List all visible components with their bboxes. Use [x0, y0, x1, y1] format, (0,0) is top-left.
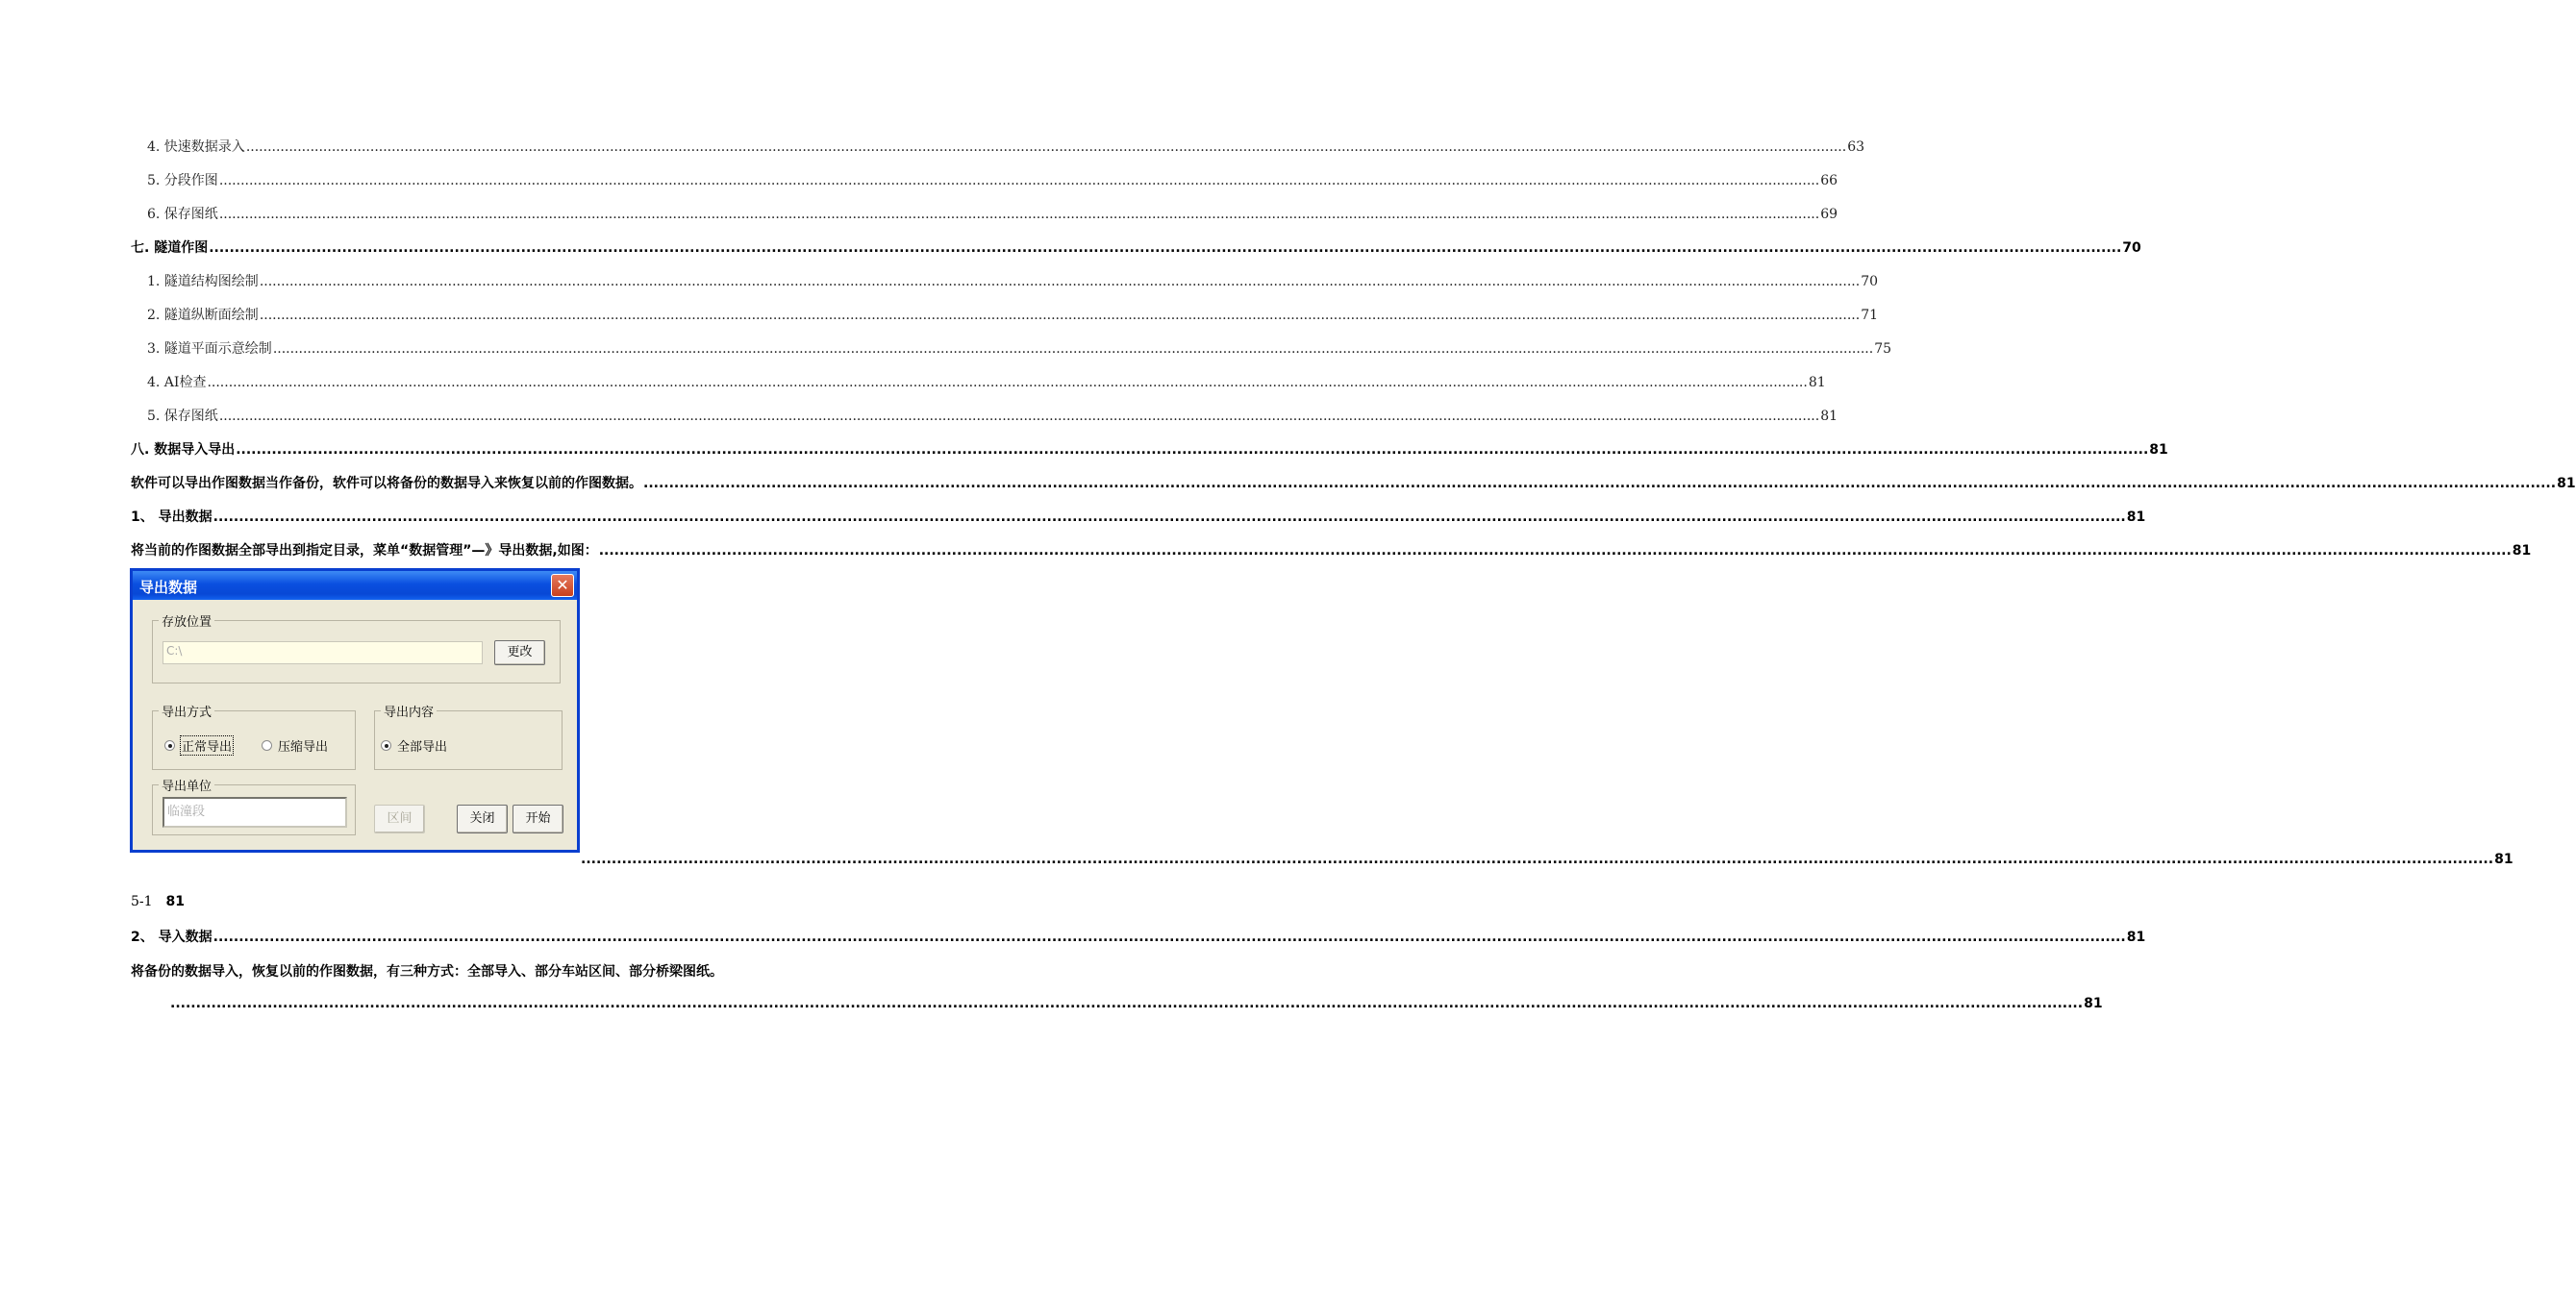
radio-compress-export[interactable] [262, 736, 328, 755]
toc-page: 66 [1820, 173, 1838, 188]
toc-label: 5. 分段作图 [147, 173, 218, 188]
toc-entry [147, 271, 1879, 290]
toc-leader: ...................................................................................................................................................................................................................................................................................................................................................................................... [218, 409, 1820, 424]
toc-leader: ...................................................................................................................................................................................................................................................................................................................................................................................... [259, 308, 1861, 323]
toc-label: 1. 隧道结构图绘制 [147, 274, 259, 289]
toc-label: 将备份的数据导入，恢复以前的作图数据，有三种方式：全部导入、部分车站区间、部分桥梁图纸。 [131, 964, 723, 980]
toc-label: 2、 导入数据 [131, 930, 213, 945]
toc-label: 将当前的作图数据全部导出到指定目录，菜单“数据管理”—》导出数据,如图： [131, 543, 598, 559]
toc-page: 81 [1808, 375, 1826, 390]
toc-entry [131, 507, 2146, 526]
toc-label: 4. 快速数据录入 [147, 139, 245, 155]
toc-entry [147, 170, 1838, 189]
toc-entry [147, 372, 1826, 391]
toc-page: 81 [2512, 543, 2532, 559]
toc-leader: ...................................................................................................................................................................................................................................................................................................................................................................................... [209, 240, 2122, 256]
toc-entry [147, 305, 1879, 324]
toc-label: 八. 数据导入导出 [131, 442, 236, 458]
toc-entry [147, 137, 1865, 156]
close-button[interactable]: 关闭 [457, 805, 508, 833]
toc-page: 81 [2557, 476, 2576, 491]
toc-leader: ...................................................................................................................................................................................................................................................................................................................................................................................... [236, 442, 2149, 458]
toc-page: 81 [2494, 852, 2513, 867]
toc-leader: ...................................................................................................................................................................................................................................................................................................................................................................................... [245, 139, 1847, 155]
toc-page: 70 [1861, 274, 1879, 289]
toc-entry [131, 961, 826, 981]
toc-entry [131, 473, 2576, 492]
toc-page: 63 [1847, 139, 1865, 155]
toc-entry [131, 237, 2141, 257]
interval-button[interactable]: 区间 [374, 805, 425, 833]
toc-entry [147, 406, 1838, 425]
toc-label: 软件可以导出作图数据当作备份，软件可以将备份的数据导入来恢复以前的作图数据。 [131, 476, 642, 491]
export-unit-group [152, 780, 356, 835]
location-group [152, 615, 561, 683]
export-data-dialog [130, 568, 580, 853]
unit-input[interactable]: 临潼段 [163, 797, 347, 828]
toc-page: 81 [1820, 409, 1838, 424]
dialog-title: 导出数据 [139, 579, 198, 596]
toc-page: 81 [2126, 509, 2146, 525]
toc-entry [131, 540, 2532, 559]
figure-caption-label: 5-1 [131, 894, 153, 909]
toc-entry [147, 204, 1838, 223]
toc-leader: ...................................................................................................................................................................................................................................................................................................................................................................................... [218, 173, 1820, 188]
export-content-label: 导出内容 [381, 702, 437, 720]
toc-leader: ...................................................................................................................................................................................................................................................................................................................................................................................... [598, 543, 2512, 559]
toc-entry [147, 338, 1892, 358]
radio-unselected-icon [262, 740, 272, 751]
toc-label: 七. 隧道作图 [131, 240, 209, 256]
radio-normal-label: 正常导出 [181, 736, 233, 755]
close-icon[interactable]: ✕ [551, 574, 574, 597]
toc-label: 2. 隧道纵断面绘制 [147, 308, 259, 323]
toc-leader: ...................................................................................................................................................................................................................................................................................................................................................................................... [207, 375, 1808, 390]
export-method-label: 导出方式 [159, 702, 214, 720]
toc-entry [169, 996, 2103, 1011]
toc-page: 81 [2149, 442, 2168, 458]
toc-label: 4. AI检查 [147, 375, 207, 390]
radio-normal-export[interactable] [164, 736, 233, 755]
toc-leader: ...................................................................................................................................................................................................................................................................................................................................................................................... [272, 341, 1874, 357]
toc-leader: ...................................................................................................................................................................................................................................................................................................................................................................................... [218, 207, 1820, 222]
radio-all-export[interactable] [381, 736, 447, 755]
toc-entry [580, 852, 2513, 867]
toc-page: 69 [1820, 207, 1838, 222]
export-unit-label: 导出单位 [159, 776, 214, 794]
radio-selected-icon [381, 740, 391, 751]
toc-leader: ...................................................................................................................................................................................................................................................................................................................................................................................... [170, 996, 2084, 1011]
toc-leader: ...................................................................................................................................................................................................................................................................................................................................................................................... [259, 274, 1861, 289]
toc-label: 5. 保存图纸 [147, 409, 218, 424]
figure-caption-page: 81 [165, 894, 186, 909]
export-method-group [152, 706, 356, 770]
location-group-label: 存放位置 [159, 611, 214, 630]
toc-page: 81 [2126, 930, 2146, 945]
dialog-titlebar[interactable] [133, 571, 577, 600]
toc-leader: ...................................................................................................................................................................................................................................................................................................................................................................................... [213, 509, 2126, 525]
toc-page: 75 [1874, 341, 1892, 357]
toc-entry [131, 439, 2168, 459]
toc-leader: ...................................................................................................................................................................................................................................................................................................................................................................................... [581, 852, 2494, 867]
toc-leader: ...................................................................................................................................................................................................................................................................................................................................................................................... [213, 930, 2126, 945]
change-button[interactable]: 更改 [494, 640, 545, 665]
path-input[interactable]: C:\ [163, 641, 483, 664]
radio-compress-label: 压缩导出 [278, 740, 329, 755]
toc-entry [131, 927, 2146, 946]
toc-page: 81 [2084, 996, 2103, 1011]
figure-caption-entry [131, 894, 185, 909]
toc-leader: ...................................................................................................................................................................................................................................................................................................................................................................................... [643, 476, 2557, 491]
toc-label: 3. 隧道平面示意绘制 [147, 341, 272, 357]
toc-page: 70 [2122, 240, 2141, 256]
radio-all-label: 全部导出 [397, 740, 448, 755]
start-button[interactable]: 开始 [513, 805, 563, 833]
toc-page: 71 [1861, 308, 1879, 323]
toc-label: 1、 导出数据 [131, 509, 213, 525]
toc-label: 6. 保存图纸 [147, 207, 218, 222]
radio-selected-icon [164, 740, 175, 751]
export-content-group [374, 706, 563, 770]
